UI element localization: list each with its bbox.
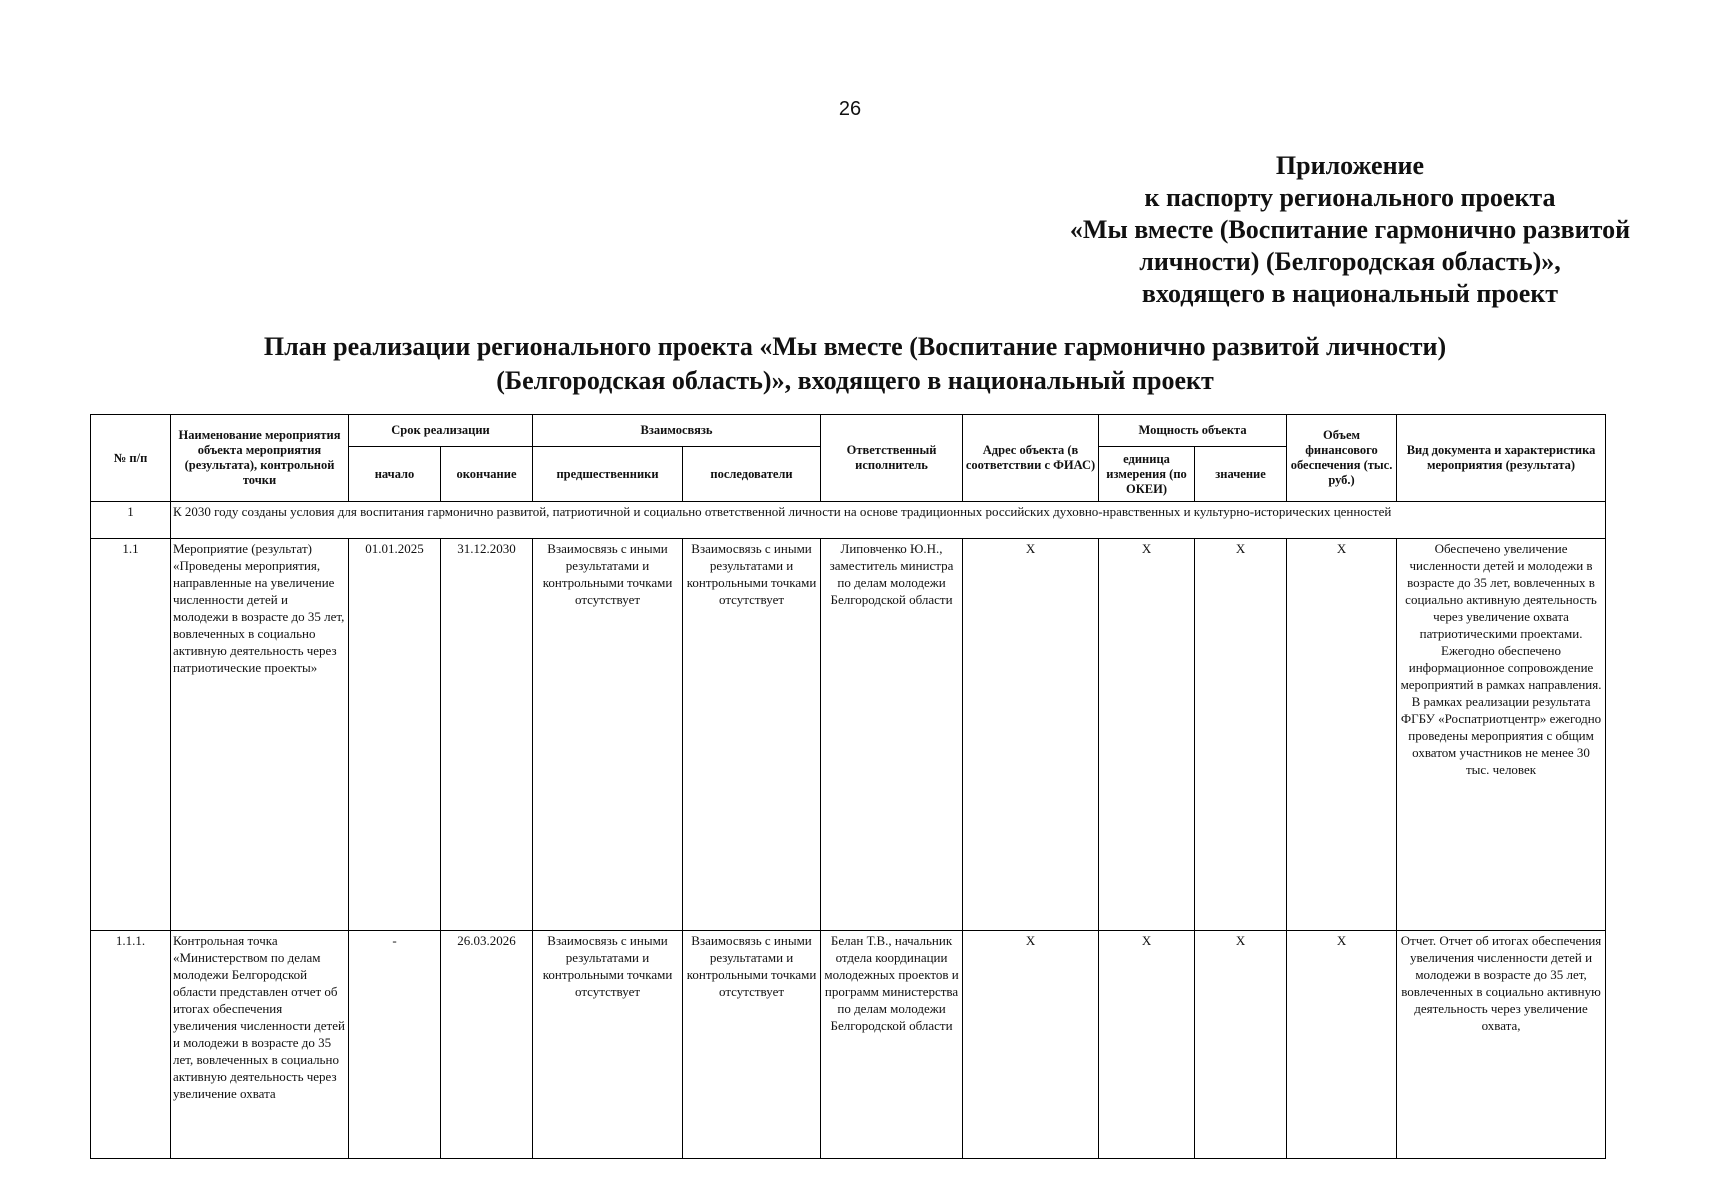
header-unit: единица измерения (по ОКЕИ) (1099, 447, 1195, 502)
goal-text: К 2030 году созданы условия для воспитания гармонично развитой, патриотичной и социально ответственной личности на основе традиционных российских духовно-нравственных и культурно-исторических ценностей (171, 502, 1606, 539)
header-executor: Ответственный исполнитель (821, 415, 963, 502)
row-predecessors: Взаимосвязь с иными результатами и контрольными точками отсутствует (533, 931, 683, 1159)
row-address: X (963, 931, 1099, 1159)
header-successors: последователи (683, 447, 821, 502)
goal-row (91, 502, 1606, 539)
row-unit: X (1099, 539, 1195, 931)
row-num: 1.1.1. (91, 931, 171, 1159)
table-row (91, 539, 1606, 931)
header-relation: Взаимосвязь (533, 415, 821, 447)
appendix-line: Приложение (1275, 151, 1425, 180)
row-doc: Отчет. Отчет об итогах обеспечения увеличения численности детей и молодежи в возрасте до 35 лет, вовлеченных в социально активную деятельность через увеличение охвата, (1397, 931, 1606, 1159)
row-address: X (963, 539, 1099, 931)
appendix-line: входящего в национальный проект (1141, 279, 1559, 308)
header-finance: Объем финансового обеспечения (тыс. руб.) (1287, 415, 1397, 502)
header-doc: Вид документа и характеристика мероприятия (результата) (1397, 415, 1606, 502)
plan-title-line: План реализации регионального проекта «Мы вместе (Воспитание гармонично развитой личности) (263, 332, 1447, 361)
row-value: X (1195, 539, 1287, 931)
row-successors: Взаимосвязь с иными результатами и контрольными точками отсутствует (683, 931, 821, 1159)
plan-title (150, 330, 1560, 398)
header-end: окончание (441, 447, 533, 502)
appendix-heading (1010, 150, 1690, 310)
row-start: - (349, 931, 441, 1159)
table-row (91, 931, 1606, 1159)
goal-num: 1 (91, 502, 171, 539)
row-start: 01.01.2025 (349, 539, 441, 931)
header-predecessors: предшественники (533, 447, 683, 502)
header-capacity: Мощность объекта (1099, 415, 1287, 447)
header-row (91, 415, 1606, 447)
page-number: 26 (838, 98, 862, 120)
plan-title-line: (Белгородская область)», входящего в национальный проект (496, 366, 1214, 395)
header-address: Адрес объекта (в соответствии с ФИАС) (963, 415, 1099, 502)
header-num: № п/п (91, 415, 171, 502)
row-end: 31.12.2030 (441, 539, 533, 931)
header-value: значение (1195, 447, 1287, 502)
row-name: Мероприятие (результат) «Проведены мероприятия, направленные на увеличение численности детей и молодежи в возрасте до 35 лет, вовлеченных в социально активную деятельность через патриотические проекты» (171, 539, 349, 931)
row-end: 26.03.2026 (441, 931, 533, 1159)
row-doc: Обеспечено увеличение численности детей и молодежи в возрасте до 35 лет, вовлеченных в социально активную деятельность через увеличение охвата патриотическими проектами. Ежегодно обеспечено информационное сопровождение мероприятий в рамках направления. В рамках реализации результата ФГБУ «Роспатриотцентр» ежегодно проведены мероприятия с общим охватом участников не менее 30 тыс. человек (1397, 539, 1606, 931)
row-successors: Взаимосвязь с иными результатами и контрольными точками отсутствует (683, 539, 821, 931)
row-unit: X (1099, 931, 1195, 1159)
header-period: Срок реализации (349, 415, 533, 447)
row-executor: Липовченко Ю.Н., заместитель министра по делам молодежи Белгородской области (821, 539, 963, 931)
appendix-line: к паспорту регионального проекта (1144, 183, 1556, 212)
appendix-line: личности) (Белгородская область)», (1139, 247, 1561, 276)
header-name: Наименование мероприятия объекта мероприятия (результата), контрольной точки (171, 415, 349, 502)
row-value: X (1195, 931, 1287, 1159)
header-start: начало (349, 447, 441, 502)
row-executor: Белан Т.В., начальник отдела координации молодежных проектов и программ министерства по делам молодежи Белгородской области (821, 931, 963, 1159)
row-predecessors: Взаимосвязь с иными результатами и контрольными точками отсутствует (533, 539, 683, 931)
row-finance: X (1287, 931, 1397, 1159)
row-finance: X (1287, 539, 1397, 931)
row-num: 1.1 (91, 539, 171, 931)
implementation-plan-table (90, 414, 1606, 1159)
row-name: Контрольная точка «Министерством по делам молодежи Белгородской области представлен отчет об итогах обеспечения увеличения численности детей и молодежи в возрасте до 35 лет, вовлеченных в социально активную деятельность через увеличение охвата (171, 931, 349, 1159)
appendix-line: «Мы вместе (Воспитание гармонично развитой (1069, 215, 1631, 244)
